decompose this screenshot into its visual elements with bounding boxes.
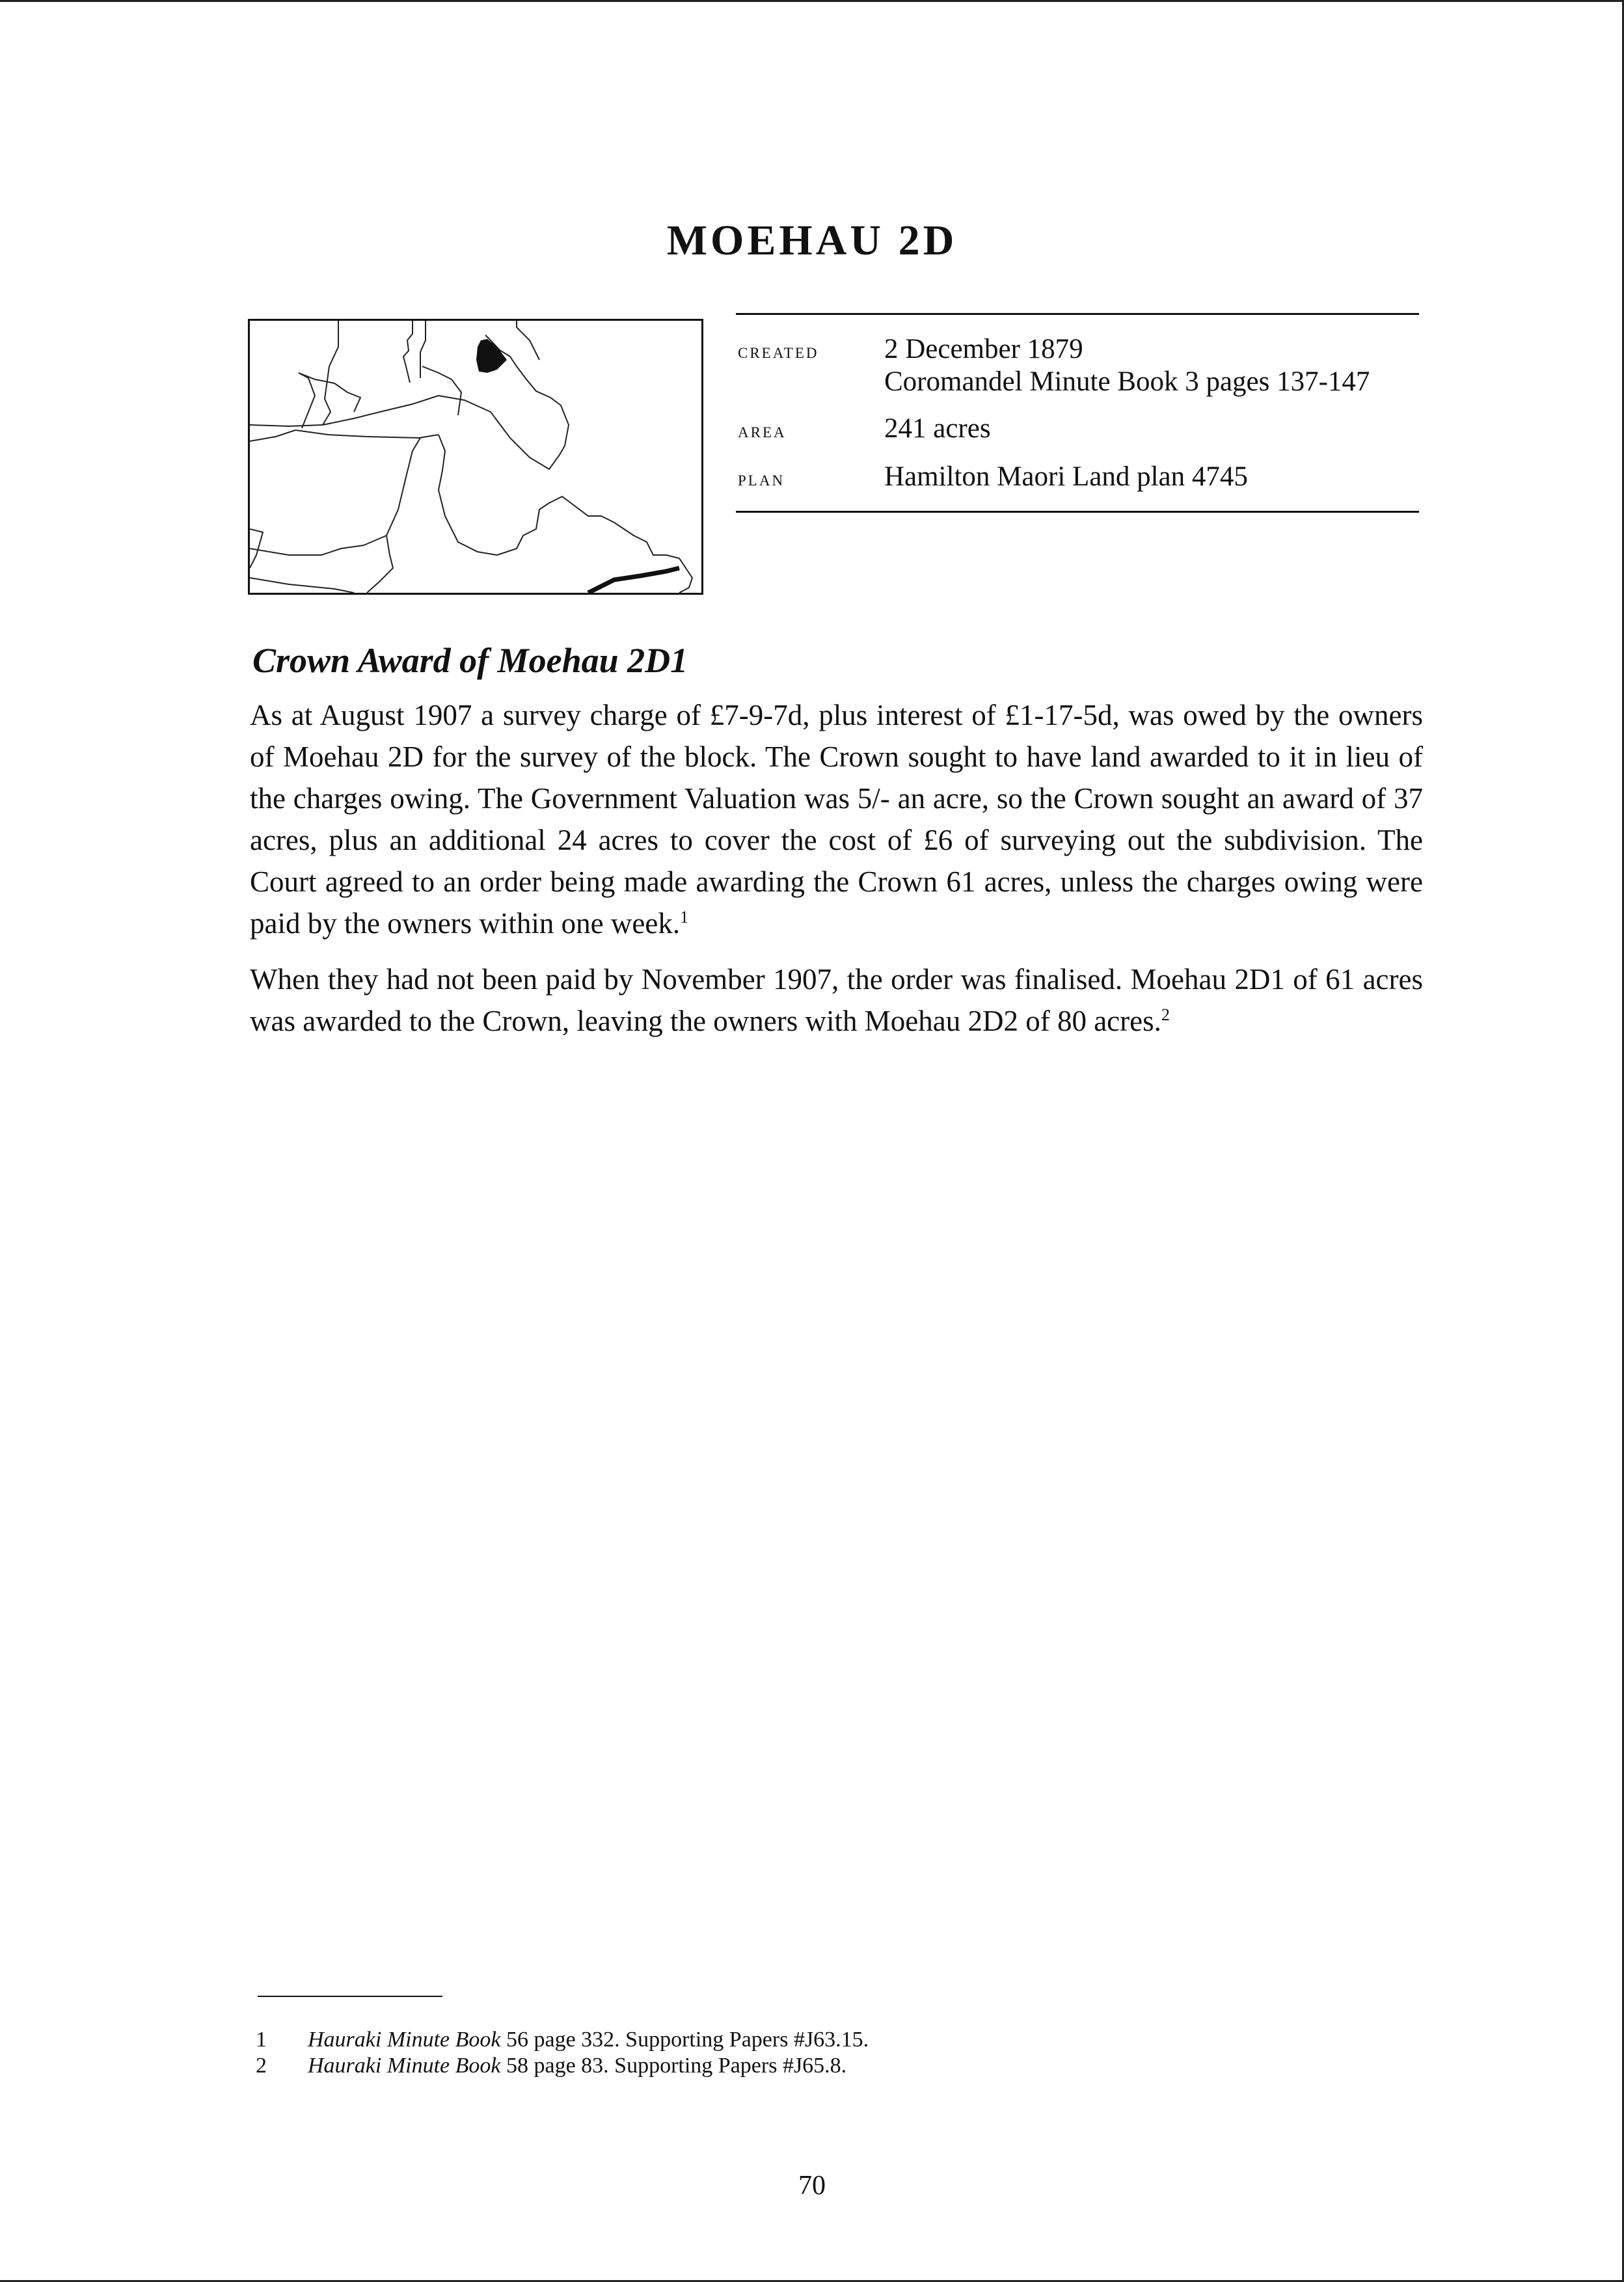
footnote-2-text bbox=[308, 2053, 846, 2079]
paragraph-2-text: When they had not been paid by November 1907, the order was finalised. Moehau 2D1 of 61 acres was awarded to the Crown, leaving the owners with Moehau 2D2 of 80 acres. bbox=[250, 963, 1423, 1037]
footnote-2-number: 2 bbox=[256, 2054, 267, 2078]
paragraph-1-text: As at August 1907 a survey charge of £7-9-7d, plus interest of £1-17-5d, was owed by the owners of Moehau 2D for the survey of the block. The Crown sought to have land awarded to it in lieu of the charges owing. The Government Valuation was 5/- an acre, so the Crown sought an award of 37 acres, plus an additional 24 acres to cover the cost of £6 of surveying out the subdivision. The Court agreed to an order being made awarding the Crown 61 acres, unless the charges owing were paid by the owners within one week. bbox=[250, 699, 1423, 940]
footnote-rule bbox=[258, 1996, 442, 1997]
paragraph-2 bbox=[250, 958, 1423, 1042]
page-edge-top bbox=[0, 0, 1624, 2]
footnote-ref-2[interactable]: 2 bbox=[1161, 1005, 1170, 1024]
created-minute-book: Coromandel Minute Book 3 pages 137-147 bbox=[884, 366, 1370, 397]
info-row-area bbox=[736, 406, 1419, 453]
created-label: created bbox=[738, 340, 819, 363]
footnote-1-source: Hauraki Minute Book bbox=[308, 2028, 501, 2052]
metadata-table bbox=[736, 313, 1419, 513]
paragraph-1 bbox=[250, 694, 1423, 944]
info-row-plan bbox=[736, 453, 1419, 511]
area-value: 241 acres bbox=[884, 413, 991, 444]
created-date: 2 December 1879 bbox=[884, 334, 1083, 364]
table-bottom-rule bbox=[736, 511, 1419, 513]
info-row-created bbox=[736, 315, 1419, 406]
location-map bbox=[248, 319, 703, 595]
footnote-ref-1[interactable]: 1 bbox=[680, 908, 689, 927]
location-map-drawing bbox=[250, 321, 701, 593]
plan-value: Hamilton Maori Land plan 4745 bbox=[884, 461, 1248, 492]
footnote-2-source: Hauraki Minute Book bbox=[308, 2054, 501, 2078]
page-title: MOEHAU 2D bbox=[666, 217, 958, 264]
footnote-2-details: 58 page 83. Supporting Papers #J65.8. bbox=[500, 2054, 847, 2078]
footnote-1-details: 56 page 332. Supporting Papers #J63.15. bbox=[500, 2028, 869, 2052]
page-number: 70 bbox=[798, 2171, 826, 2201]
section-heading: Crown Award of Moehau 2D1 bbox=[252, 641, 688, 680]
plan-label: plan bbox=[738, 467, 785, 491]
footnote-1-number: 1 bbox=[256, 2028, 267, 2052]
footnote-1-text bbox=[308, 2027, 869, 2053]
area-label: area bbox=[738, 419, 787, 442]
